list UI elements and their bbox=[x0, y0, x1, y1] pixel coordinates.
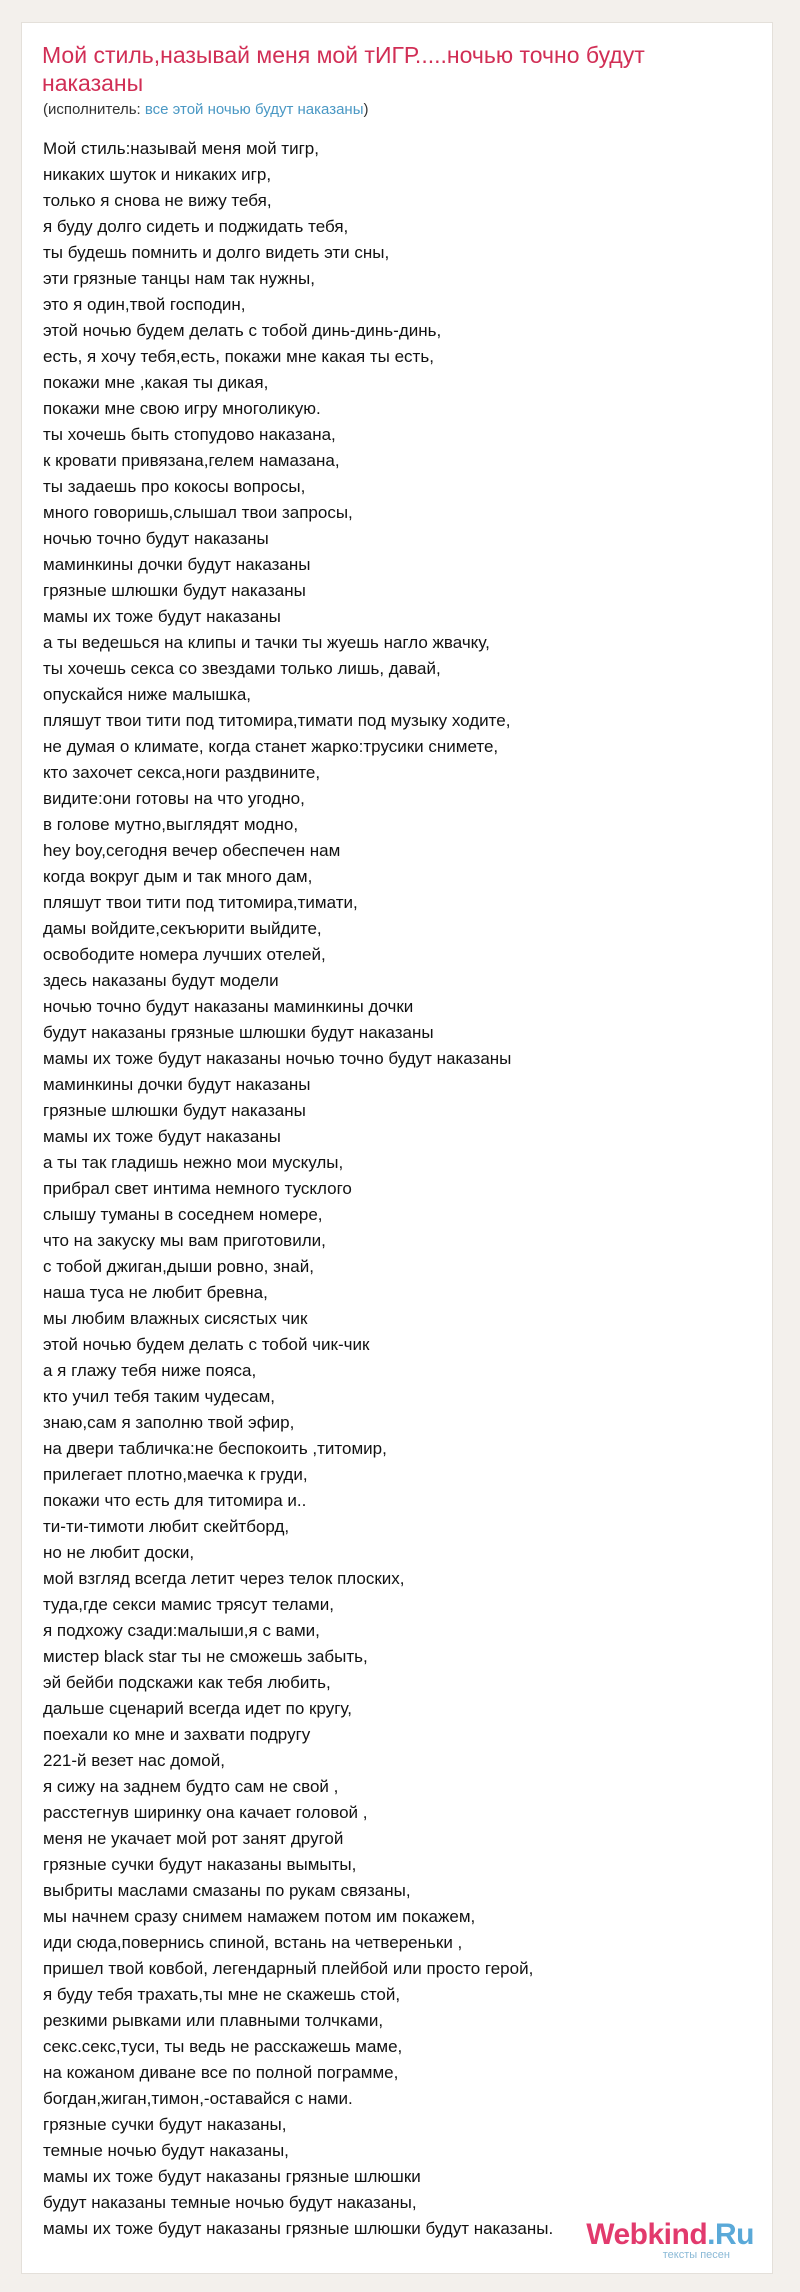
lyric-line: дальше сценарий всегда идет по кругу, bbox=[43, 1699, 352, 1718]
lyric-line: поехали ко мне и захвати подругу bbox=[43, 1725, 311, 1744]
lyric-line: а я глажу тебя ниже пояса, bbox=[43, 1361, 257, 1380]
lyric-line: я буду тебя трахать,ты мне не скажешь стой, bbox=[43, 1985, 401, 2004]
lyric-line: прилегает плотно,маечка к груди, bbox=[43, 1465, 308, 1484]
lyric-line: мамы их тоже будут наказаны грязные шлюшки будут наказаны. bbox=[43, 2219, 554, 2238]
lyric-line: ти-ти-тимоти любит скейтборд, bbox=[43, 1517, 290, 1536]
lyric-line: ты задаешь про кокосы вопросы, bbox=[43, 477, 306, 496]
lyric-line: резкими рывками или плавными толчками, bbox=[43, 2011, 384, 2030]
artist-link[interactable]: все этой ночью будут наказаны bbox=[144, 101, 364, 118]
lyric-line: hey boy,сегодня вечер обеспечен нам bbox=[43, 841, 341, 860]
lyric-line: грязные сучки будут наказаны, bbox=[43, 2115, 287, 2134]
lyric-line: а ты так гладишь нежно мои мускулы, bbox=[43, 1153, 344, 1172]
logo-tagline: тексты песен bbox=[662, 2249, 730, 2261]
lyric-line: с тобой джиган,дыши ровно, знай, bbox=[43, 1257, 314, 1276]
lyric-line: на двери табличка:не беспокоить ,титомир, bbox=[43, 1439, 387, 1458]
lyric-line: к кровати привязана,гелем намазана, bbox=[43, 451, 340, 470]
lyric-line: маминкины дочки будут наказаны bbox=[43, 555, 311, 574]
lyric-line: темные ночью будут наказаны, bbox=[43, 2141, 289, 2160]
lyric-line: а ты ведешься на клипы и тачки ты жуешь нагло жвачку, bbox=[43, 633, 490, 652]
lyric-line: покажи что есть для титомира и.. bbox=[43, 1491, 307, 1510]
lyric-line: есть, я хочу тебя,есть, покажи мне какая ты есть, bbox=[43, 347, 434, 366]
lyric-line: ты хочешь секса со звездами только лишь, давай, bbox=[43, 659, 441, 678]
lyric-line: покажи мне ,какая ты дикая, bbox=[43, 373, 269, 392]
lyric-line: покажи мне свою игру многоликую. bbox=[43, 399, 321, 418]
lyric-line: мамы их тоже будут наказаны грязные шлюшки bbox=[43, 2167, 421, 2186]
lyric-line: секс.секс,туси, ты ведь не расскажешь маме, bbox=[43, 2037, 403, 2056]
lyric-line: ты хочешь быть стопудово наказана, bbox=[43, 425, 336, 444]
lyric-line: 221-й везет нас домой, bbox=[43, 1751, 225, 1770]
lyric-line: слышу туманы в соседнем номере, bbox=[43, 1205, 323, 1224]
lyric-line: кто учил тебя таким чудесам, bbox=[43, 1387, 275, 1406]
lyric-line: знаю,сам я заполню твой эфир, bbox=[43, 1413, 295, 1432]
artist-line bbox=[43, 100, 368, 120]
artist-suffix: ) bbox=[363, 101, 369, 118]
lyric-line: мамы их тоже будут наказаны ночью точно будут наказаны bbox=[43, 1049, 512, 1068]
lyric-line: никаких шуток и никаких игр, bbox=[43, 165, 272, 184]
lyric-line: грязные сучки будут наказаны вымыты, bbox=[43, 1855, 357, 1874]
lyric-line: когда вокруг дым и так много дам, bbox=[43, 867, 313, 886]
lyric-line: только я снова не вижу тебя, bbox=[43, 191, 272, 210]
logo-part-ru: .Ru bbox=[707, 2218, 754, 2251]
lyric-line: выбриты маслами смазаны по рукам связаны, bbox=[43, 1881, 411, 1900]
lyrics-text bbox=[43, 136, 763, 2242]
lyric-line: грязные шлюшки будут наказаны bbox=[43, 581, 306, 600]
lyric-line: ночью точно будут наказаны маминкины дочки bbox=[43, 997, 414, 1016]
lyric-line: иди сюда,повернись спиной, встань на четвереньки , bbox=[43, 1933, 463, 1952]
lyric-line: Мой стиль:называй меня мой тигр, bbox=[43, 139, 319, 158]
logo-part-webkind: Webkind bbox=[586, 2218, 708, 2251]
lyric-line: я подхожу сзади:малыши,я с вами, bbox=[43, 1621, 320, 1640]
lyric-line: кто захочет секса,ноги раздвините, bbox=[43, 763, 321, 782]
lyric-line: ты будешь помнить и долго видеть эти сны, bbox=[43, 243, 390, 262]
lyric-line: на кожаном диване все по полной пограмме, bbox=[43, 2063, 399, 2082]
lyric-line: мамы их тоже будут наказаны bbox=[43, 607, 281, 626]
lyric-line: прибрал свет интима немного тусклого bbox=[43, 1179, 352, 1198]
lyric-line: расстегнув ширинку она качает головой , bbox=[43, 1803, 368, 1822]
lyric-line: ночью точно будут наказаны bbox=[43, 529, 269, 548]
lyric-line: эти грязные танцы нам так нужны, bbox=[43, 269, 315, 288]
lyric-line: но не любит доски, bbox=[43, 1543, 195, 1562]
lyric-line: туда,где секси мамис трясут телами, bbox=[43, 1595, 334, 1614]
lyric-line: в голове мутно,выглядят модно, bbox=[43, 815, 299, 834]
lyric-line: меня не укачает мой рот занят другой bbox=[43, 1829, 344, 1848]
lyric-line: будут наказаны темные ночью будут наказаны, bbox=[43, 2193, 417, 2212]
lyric-line: не думая о климате, когда станет жарко:трусики снимете, bbox=[43, 737, 499, 756]
lyric-line: мы любим влажных сисястых чик bbox=[43, 1309, 308, 1328]
lyric-line: маминкины дочки будут наказаны bbox=[43, 1075, 311, 1094]
lyric-line: я сижу на заднем будто сам не свой , bbox=[43, 1777, 339, 1796]
lyric-line: богдан,жиган,тимон,-оставайся с нами. bbox=[43, 2089, 353, 2108]
lyric-line: пришел твой ковбой, легендарный плейбой или просто герой, bbox=[43, 1959, 534, 1978]
lyric-line: мистер black star ты не сможешь забыть, bbox=[43, 1647, 368, 1666]
lyric-line: мы начнем сразу снимем намажем потом им покажем, bbox=[43, 1907, 476, 1926]
lyric-line: это я один,твой господин, bbox=[43, 295, 246, 314]
lyric-line: освободите номера лучших отелей, bbox=[43, 945, 326, 964]
lyrics-page bbox=[21, 22, 773, 2274]
lyric-line: здесь наказаны будут модели bbox=[43, 971, 279, 990]
logo-wordmark bbox=[586, 2219, 754, 2251]
lyric-line: этой ночью будем делать с тобой чик-чик bbox=[43, 1335, 370, 1354]
lyric-line: наша туса не любит бревна, bbox=[43, 1283, 268, 1302]
lyric-line: дамы войдите,секъюрити выйдите, bbox=[43, 919, 322, 938]
lyric-line: будут наказаны грязные шлюшки будут наказаны bbox=[43, 1023, 434, 1042]
lyric-line: пляшут твои тити под титомира,тимати, bbox=[43, 893, 358, 912]
site-logo[interactable] bbox=[586, 2219, 754, 2261]
lyric-line: мамы их тоже будут наказаны bbox=[43, 1127, 281, 1146]
song-title: Мой стиль,называй меня мой тИГР.....ночью точно будут наказаны bbox=[42, 42, 645, 96]
lyric-line: видите:они готовы на что угодно, bbox=[43, 789, 305, 808]
lyric-line: этой ночью будем делать с тобой динь-динь-динь, bbox=[43, 321, 442, 340]
lyric-line: грязные шлюшки будут наказаны bbox=[43, 1101, 306, 1120]
lyric-line: много говоришь,слышал твои запросы, bbox=[43, 503, 353, 522]
lyric-line: мой взгляд всегда летит через телок плоских, bbox=[43, 1569, 405, 1588]
lyric-line: опускайся ниже малышка, bbox=[43, 685, 252, 704]
lyric-line: я буду долго сидеть и поджидать тебя, bbox=[43, 217, 349, 236]
artist-prefix: (исполнитель: bbox=[43, 101, 145, 118]
lyric-line: что на закуску мы вам приготовили, bbox=[43, 1231, 326, 1250]
lyric-line: эй бейби подскажи как тебя любить, bbox=[43, 1673, 331, 1692]
lyric-line: пляшут твои тити под титомира,тимати под музыку ходите, bbox=[43, 711, 511, 730]
